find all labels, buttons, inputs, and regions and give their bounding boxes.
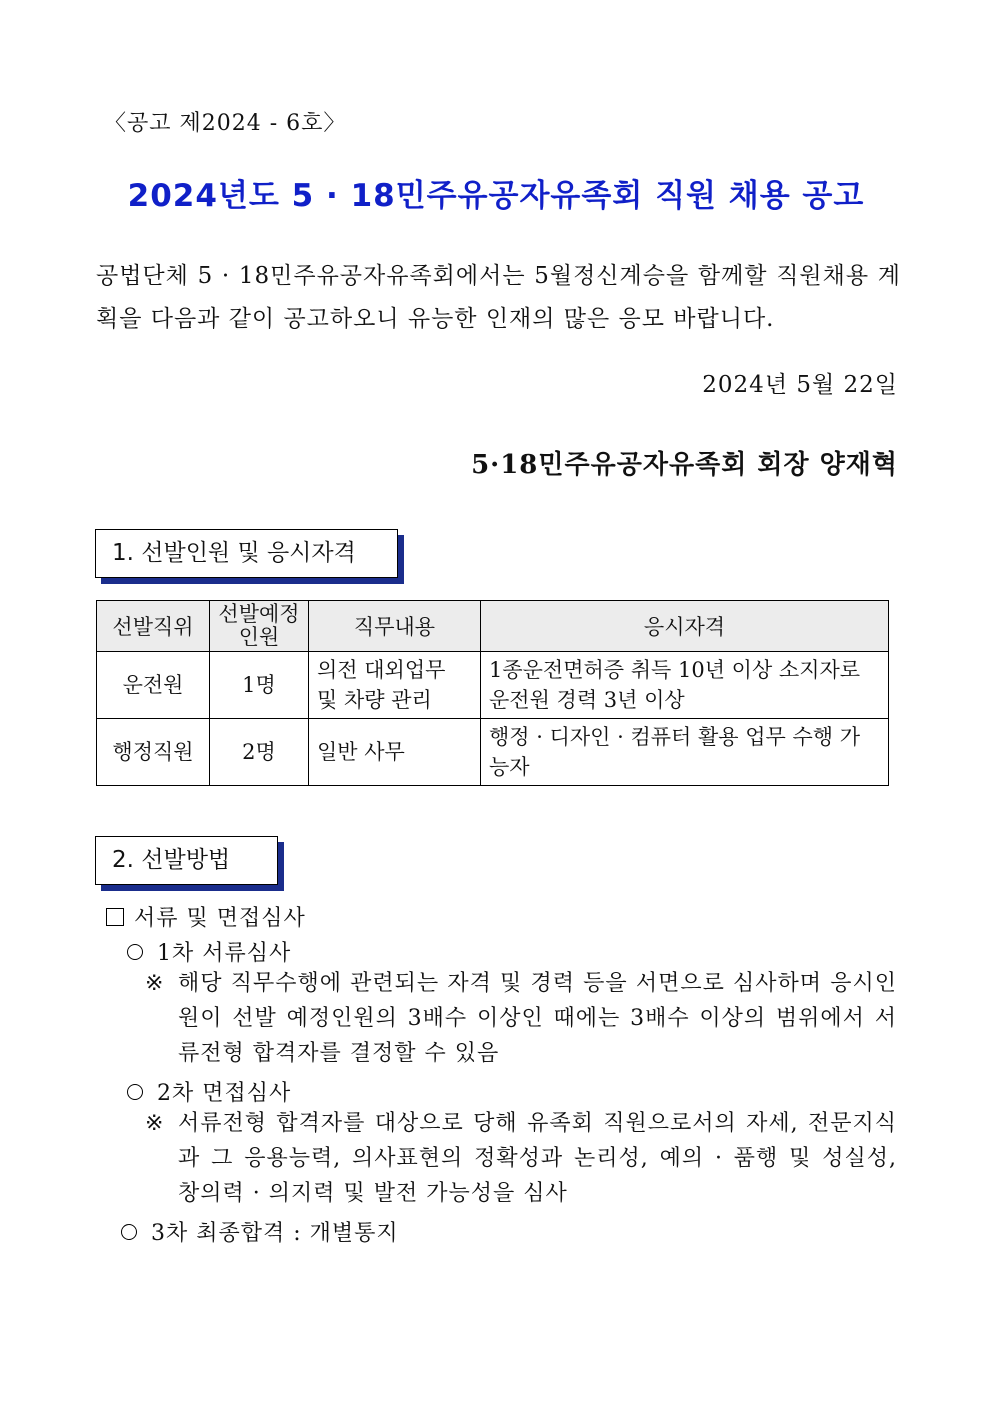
reference-mark-icon: ※ bbox=[145, 971, 165, 996]
table-row bbox=[97, 719, 889, 786]
notice-number: 〈공고 제2024 - 6호〉 bbox=[104, 111, 347, 136]
section1-heading: 1. 선발인원 및 응시자격 bbox=[95, 529, 398, 578]
intro-paragraph: 공법단체 5 · 18민주유공자유족회에서는 5월정신계승을 함께할 직원채용 계획을 다음과 같이 공고하오니 유능한 인재의 많은 응모 바랍니다. bbox=[96, 263, 901, 332]
circle-bullet-icon bbox=[121, 1224, 137, 1240]
cell-qualification: 행정 · 디자인 · 컴퓨터 활용 업무 수행 가능자 bbox=[481, 719, 889, 786]
qualification-table bbox=[96, 600, 889, 786]
notice-date: 2024년 5월 22일 bbox=[702, 372, 898, 398]
table-header-row bbox=[97, 601, 889, 652]
step1-item bbox=[127, 936, 291, 967]
circle-bullet-icon bbox=[127, 1084, 143, 1100]
circle-bullet-icon bbox=[127, 944, 143, 960]
cell-count: 2명 bbox=[210, 719, 309, 786]
cell-position: 행정직원 bbox=[97, 719, 210, 786]
column-header-position: 선발직위 bbox=[97, 601, 210, 652]
step2-note-text: 서류전형 합격자를 대상으로 당해 유족회 직원으로서의 자세, 전문지식과 그 응용능력, 의사표현의 정확성과 논리성, 예의 · 품행 및 성실성, 창의력 · 의지력 및 발전 가능성을 심사 bbox=[178, 1111, 897, 1206]
step2-item bbox=[127, 1076, 291, 1107]
reference-mark-icon: ※ bbox=[145, 1111, 165, 1136]
main-item-label: 서류 및 면접심사 bbox=[134, 906, 306, 931]
cell-position: 운전원 bbox=[97, 652, 210, 719]
issuer-signature: 5·18민주유공자유족회 회장 양재혁 bbox=[471, 450, 898, 480]
checkbox-square-icon bbox=[106, 908, 124, 926]
cell-qualification: 1종운전면허증 취득 10년 이상 소지자로 운전원 경력 3년 이상 bbox=[481, 652, 889, 719]
step1-note bbox=[145, 966, 897, 1071]
step1-note-text: 해당 직무수행에 관련되는 자격 및 경력 등을 서면으로 심사하며 응시인원이 선발 예정인원의 3배수 이상인 때에는 3배수 이상의 범위에서 서류전형 합격자를 결정할 수 있음 bbox=[178, 971, 897, 1066]
cell-count: 1명 bbox=[210, 652, 309, 719]
step2-note bbox=[145, 1106, 897, 1211]
cell-duties: 의전 대외업무 및 차량 관리 bbox=[309, 652, 481, 719]
step1-label: 1차 서류심사 bbox=[157, 941, 292, 966]
column-header-count: 선발예정 인원 bbox=[210, 601, 309, 652]
column-header-qualification: 응시자격 bbox=[481, 601, 889, 652]
main-item bbox=[106, 901, 306, 932]
cell-duties: 일반 사무 bbox=[309, 719, 481, 786]
step2-label: 2차 면접심사 bbox=[157, 1081, 292, 1106]
page-title: 2024년도 5 · 18민주유공자유족회 직원 채용 공고 bbox=[127, 178, 865, 214]
table-row bbox=[97, 652, 889, 719]
section2-heading: 2. 선발방법 bbox=[95, 836, 278, 885]
step3-label: 3차 최종합격 : 개별통지 bbox=[151, 1221, 399, 1246]
step3-item bbox=[121, 1216, 399, 1247]
column-header-duties: 직무내용 bbox=[309, 601, 481, 652]
